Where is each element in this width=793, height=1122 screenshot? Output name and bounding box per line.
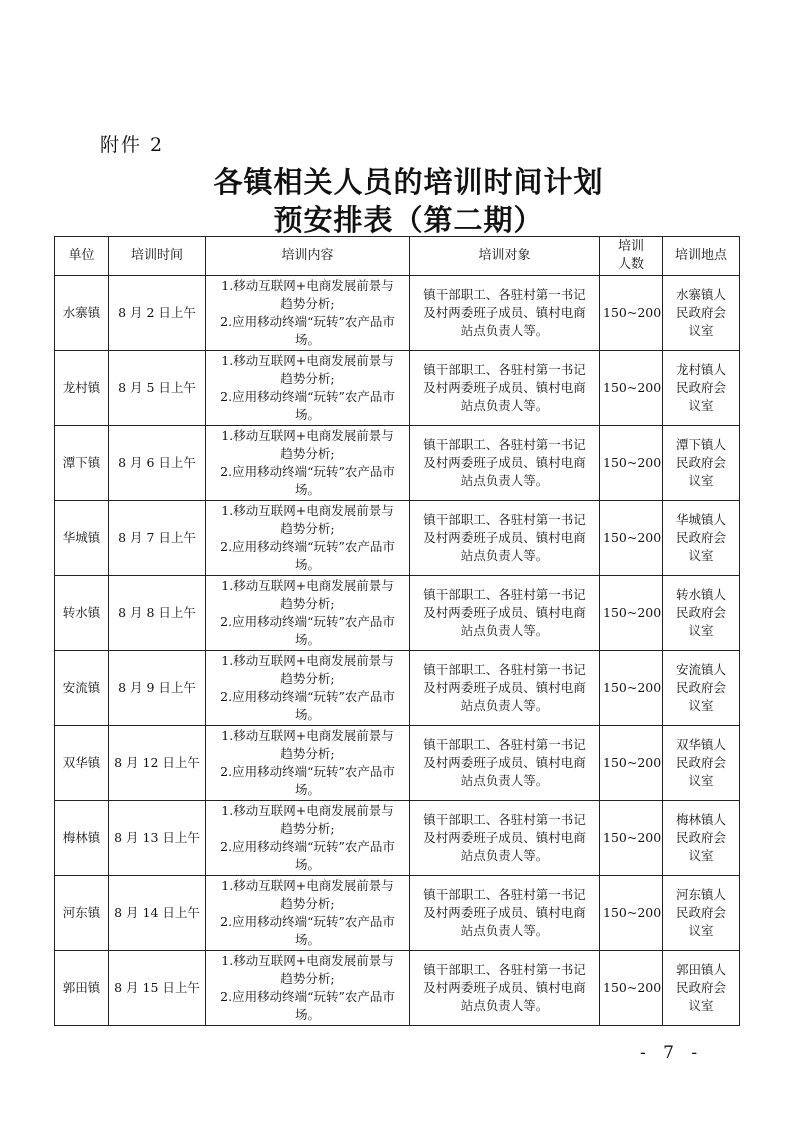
- document-title-line-1: 各镇相关人员的培训时间计划: [213, 165, 604, 199]
- cell-count: 150~200: [600, 426, 663, 501]
- cell-count: 150~200: [600, 501, 663, 576]
- cell-content-line: 趋势分析;: [280, 896, 335, 911]
- cell-content-line: 场。: [294, 482, 320, 497]
- cell-target-line: 镇干部职工、各驻村第一书记: [423, 287, 586, 302]
- cell-content-line: 1.移动互联网+电商发展前景与: [221, 503, 394, 518]
- table-row: [55, 876, 740, 951]
- cell-target: [410, 876, 600, 951]
- cell-time: 8 月 13 日上午: [109, 801, 206, 876]
- cell-target: [410, 951, 600, 1026]
- table-row: [55, 426, 740, 501]
- table-row: [55, 951, 740, 1026]
- cell-location-line: 民政府会: [675, 380, 726, 395]
- table-row: [55, 276, 740, 351]
- cell-target-line: 及村两委班子成员、镇村电商: [423, 905, 586, 920]
- cell-unit: 水寨镇: [55, 276, 109, 351]
- cell-time: 8 月 15 日上午: [109, 951, 206, 1026]
- cell-location-line: 民政府会: [675, 905, 726, 920]
- cell-unit: 华城镇: [55, 501, 109, 576]
- cell-content-line: 2.应用移动终端“玩转”农产品市: [220, 389, 395, 404]
- cell-content: [206, 501, 410, 576]
- cell-location-line: 议室: [688, 548, 714, 563]
- cell-content-line: 2.应用移动终端“玩转”农产品市: [220, 764, 395, 779]
- cell-target-line: 及村两委班子成员、镇村电商: [423, 755, 586, 770]
- cell-unit: 龙村镇: [55, 351, 109, 426]
- table-row: [55, 501, 740, 576]
- cell-target-line: 站点负责人等。: [460, 998, 549, 1013]
- cell-location: [663, 651, 740, 726]
- cell-location-line: 民政府会: [675, 830, 726, 845]
- cell-content-line: 2.应用移动终端“玩转”农产品市: [220, 839, 395, 854]
- page-number: - 7 -: [640, 1043, 704, 1063]
- cell-target-line: 站点负责人等。: [460, 323, 549, 338]
- cell-content-line: 2.应用移动终端“玩转”农产品市: [220, 614, 395, 629]
- cell-content: [206, 426, 410, 501]
- cell-count: 150~200: [600, 576, 663, 651]
- table-row: [55, 726, 740, 801]
- cell-content-line: 1.移动互联网+电商发展前景与: [221, 728, 394, 743]
- cell-content: [206, 276, 410, 351]
- cell-time: 8 月 12 日上午: [109, 726, 206, 801]
- cell-content-line: 场。: [294, 782, 320, 797]
- cell-target-line: 站点负责人等。: [460, 923, 549, 938]
- cell-content-line: 1.移动互联网+电商发展前景与: [221, 878, 394, 893]
- table-body: [55, 276, 740, 1026]
- cell-unit: 潭下镇: [55, 426, 109, 501]
- cell-time: 8 月 7 日上午: [109, 501, 206, 576]
- cell-target-line: 站点负责人等。: [460, 773, 549, 788]
- cell-content: [206, 951, 410, 1026]
- cell-target-line: 站点负责人等。: [460, 398, 549, 413]
- cell-location: [663, 426, 740, 501]
- cell-target-line: 及村两委班子成员、镇村电商: [423, 980, 586, 995]
- cell-target-line: 站点负责人等。: [460, 698, 549, 713]
- cell-time: 8 月 9 日上午: [109, 651, 206, 726]
- cell-target-line: 及村两委班子成员、镇村电商: [423, 605, 586, 620]
- cell-location: [663, 351, 740, 426]
- header-time: 培训时间: [109, 237, 206, 276]
- cell-unit: 梅林镇: [55, 801, 109, 876]
- cell-target-line: 镇干部职工、各驻村第一书记: [423, 962, 586, 977]
- cell-location: [663, 876, 740, 951]
- cell-time: 8 月 14 日上午: [109, 876, 206, 951]
- cell-content-line: 趋势分析;: [280, 821, 335, 836]
- cell-target-line: 镇干部职工、各驻村第一书记: [423, 437, 586, 452]
- cell-location-line: 民政府会: [675, 755, 726, 770]
- document-title-line-2: 预安排表（第二期）: [273, 203, 544, 237]
- cell-target-line: 镇干部职工、各驻村第一书记: [423, 512, 586, 527]
- cell-content-line: 场。: [294, 707, 320, 722]
- cell-content-line: 趋势分析;: [280, 746, 335, 761]
- cell-content-line: 1.移动互联网+电商发展前景与: [221, 428, 394, 443]
- cell-content: [206, 726, 410, 801]
- cell-content-line: 2.应用移动终端“玩转”农产品市: [220, 989, 395, 1004]
- cell-location-line: 民政府会: [675, 455, 726, 470]
- cell-target-line: 站点负责人等。: [460, 848, 549, 863]
- cell-location-line: 议室: [688, 473, 714, 488]
- cell-location-line: 潭下镇人: [675, 437, 726, 452]
- header-unit: 单位: [55, 237, 109, 276]
- cell-target: [410, 801, 600, 876]
- cell-content-line: 场。: [294, 407, 320, 422]
- cell-location-line: 议室: [688, 998, 714, 1013]
- cell-content-line: 场。: [294, 557, 320, 572]
- cell-target-line: 及村两委班子成员、镇村电商: [423, 680, 586, 695]
- cell-content-line: 1.移动互联网+电商发展前景与: [221, 803, 394, 818]
- cell-unit: 河东镇: [55, 876, 109, 951]
- header-target: 培训对象: [410, 237, 600, 276]
- cell-content-line: 2.应用移动终端“玩转”农产品市场。: [220, 314, 395, 347]
- table-row: [55, 801, 740, 876]
- cell-count: 150~200: [600, 951, 663, 1026]
- attachment-label: 附件 2: [100, 134, 165, 156]
- table-row: [55, 576, 740, 651]
- cell-location-line: 水寨镇人: [675, 287, 726, 302]
- cell-location: [663, 501, 740, 576]
- cell-target-line: 站点负责人等。: [460, 473, 549, 488]
- cell-target-line: 镇干部职工、各驻村第一书记: [423, 362, 586, 377]
- cell-content-line: 2.应用移动终端“玩转”农产品市: [220, 464, 395, 479]
- cell-unit: 转水镇: [55, 576, 109, 651]
- cell-location-line: 龙村镇人: [675, 362, 726, 377]
- cell-unit: 安流镇: [55, 651, 109, 726]
- cell-target-line: 及村两委班子成员、镇村电商: [423, 305, 586, 320]
- cell-target-line: 站点负责人等。: [460, 548, 549, 563]
- header-content: 培训内容: [206, 237, 410, 276]
- cell-target: [410, 426, 600, 501]
- cell-location-line: 议室: [688, 623, 714, 638]
- cell-location-line: 民政府会: [675, 680, 726, 695]
- cell-content: [206, 351, 410, 426]
- header-count-line: 人数: [617, 257, 644, 272]
- cell-time: 8 月 5 日上午: [109, 351, 206, 426]
- cell-content-line: 1.移动互联网+电商发展前景与: [221, 578, 394, 593]
- cell-target-line: 站点负责人等。: [460, 623, 549, 638]
- cell-location-line: 议室: [688, 698, 714, 713]
- cell-location-line: 转水镇人: [675, 587, 726, 602]
- cell-location-line: 议室: [688, 773, 714, 788]
- training-schedule-table: [54, 236, 740, 1026]
- cell-target: [410, 501, 600, 576]
- cell-count: 150~200: [600, 801, 663, 876]
- cell-target: [410, 351, 600, 426]
- cell-content-line: 场。: [294, 857, 320, 872]
- cell-count: 150~200: [600, 651, 663, 726]
- header-count-line: 培训: [617, 239, 644, 254]
- cell-location-line: 议室: [688, 923, 714, 938]
- cell-location-line: 民政府会: [675, 980, 726, 995]
- cell-target: [410, 651, 600, 726]
- table-row: [55, 651, 740, 726]
- cell-count: 150~200: [600, 276, 663, 351]
- cell-content-line: 2.应用移动终端“玩转”农产品市: [220, 539, 395, 554]
- cell-location: [663, 276, 740, 351]
- cell-content-line: 1.移动互联网+电商发展前景与: [221, 653, 394, 668]
- header-count: [600, 237, 663, 276]
- cell-content-line: 趋势分析;: [280, 971, 335, 986]
- cell-target-line: 及村两委班子成员、镇村电商: [423, 455, 586, 470]
- cell-content-line: 1.移动互联网+电商发展前景与: [221, 278, 394, 293]
- cell-content-line: 场。: [294, 1007, 320, 1022]
- cell-content: [206, 801, 410, 876]
- cell-target-line: 镇干部职工、各驻村第一书记: [423, 812, 586, 827]
- cell-target-line: 及村两委班子成员、镇村电商: [423, 830, 586, 845]
- cell-content-line: 2.应用移动终端“玩转”农产品市: [220, 914, 395, 929]
- cell-target-line: 及村两委班子成员、镇村电商: [423, 380, 586, 395]
- cell-count: 150~200: [600, 726, 663, 801]
- cell-content-line: 1.移动互联网+电商发展前景与: [221, 353, 394, 368]
- cell-content: [206, 876, 410, 951]
- cell-location-line: 民政府会: [675, 305, 726, 320]
- cell-unit: 双华镇: [55, 726, 109, 801]
- cell-count: 150~200: [600, 876, 663, 951]
- cell-content: [206, 576, 410, 651]
- cell-location-line: 安流镇人: [675, 662, 726, 677]
- cell-time: 8 月 6 日上午: [109, 426, 206, 501]
- cell-location-line: 华城镇人: [675, 512, 726, 527]
- cell-content-line: 趋势分析;: [280, 671, 335, 686]
- cell-content-line: 趋势分析;: [280, 446, 335, 461]
- cell-content-line: 2.应用移动终端“玩转”农产品市: [220, 689, 395, 704]
- cell-target-line: 镇干部职工、各驻村第一书记: [423, 587, 586, 602]
- cell-content-line: 场。: [294, 932, 320, 947]
- cell-count: 150~200: [600, 351, 663, 426]
- cell-target: [410, 726, 600, 801]
- cell-content: [206, 651, 410, 726]
- cell-location-line: 郭田镇人: [675, 962, 726, 977]
- cell-location-line: 议室: [688, 848, 714, 863]
- table-row: [55, 351, 740, 426]
- cell-location-line: 双华镇人: [675, 737, 726, 752]
- cell-time: 8 月 8 日上午: [109, 576, 206, 651]
- cell-content-line: 趋势分析;: [280, 596, 335, 611]
- cell-location: [663, 951, 740, 1026]
- cell-location: [663, 576, 740, 651]
- cell-location-line: 民政府会: [675, 530, 726, 545]
- cell-target: [410, 576, 600, 651]
- cell-target-line: 及村两委班子成员、镇村电商: [423, 530, 586, 545]
- cell-location: [663, 801, 740, 876]
- cell-location: [663, 726, 740, 801]
- cell-content-line: 趋势分析;: [280, 371, 335, 386]
- cell-unit: 郭田镇: [55, 951, 109, 1026]
- header-location: 培训地点: [663, 237, 740, 276]
- cell-location-line: 议室: [688, 398, 714, 413]
- cell-location-line: 议室: [688, 323, 714, 338]
- table-header-row: [55, 237, 740, 276]
- cell-target-line: 镇干部职工、各驻村第一书记: [423, 737, 586, 752]
- cell-location-line: 民政府会: [675, 605, 726, 620]
- cell-target-line: 镇干部职工、各驻村第一书记: [423, 887, 586, 902]
- cell-time: 8 月 2 日上午: [109, 276, 206, 351]
- cell-content-line: 趋势分析;: [280, 521, 335, 536]
- cell-location-line: 河东镇人: [675, 887, 726, 902]
- cell-location-line: 梅林镇人: [675, 812, 726, 827]
- cell-content-line: 趋势分析;: [280, 296, 335, 311]
- cell-content-line: 场。: [294, 632, 320, 647]
- cell-content-line: 1.移动互联网+电商发展前景与: [221, 953, 394, 968]
- cell-target: [410, 276, 600, 351]
- cell-target-line: 镇干部职工、各驻村第一书记: [423, 662, 586, 677]
